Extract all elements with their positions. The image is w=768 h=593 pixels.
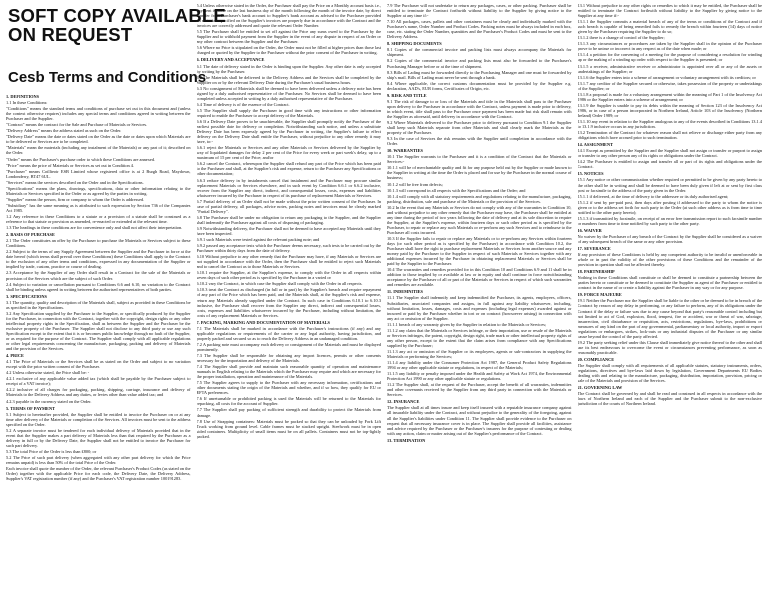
section-heading: 9. RISK AND TITLE <box>387 92 427 98</box>
column-1 <box>6 3 191 590</box>
clause-text: 5.4 Unless otherwise stated in the Order, the Purchaser shall pay the Price on a Monthly account basis i.e., payment is made on the last business day of the month following the month of the invoice date, by direct transfer from Purchaser's bank account to Supplier's bank account as advised to the Purchaser provided all materials specified on the Supplier's invoices are properly due in accordance with the Contract and the invoices are correctly addressed and quote the relevant Order Number. <box>196 3 381 29</box>
clause-text: 2.4 Subject to variation or cancellation pursuant to Conditions 6.6 and 6.10, no variation to the Contract shall be binding unless agreed in writing between the authorised representatives of both parties. <box>6 281 191 292</box>
clause-text: The Contract shall be governed by and shall be read and construed in all respects in accordance with the laws of Northern Ireland and each of the Supplier and the Purchaser submit to the non-exclusive jurisdiction of the courts of Northern Ireland. <box>577 391 762 407</box>
clause-text: 13.1.7 any creditor of the Supplier secured or otherwise, takes possession of the property or undertakings of the Supplier; or <box>577 80 762 91</box>
clause-text: 6.10.2 vary the Contract, in which case the Supplier shall comply with the Order in all respects. <box>196 281 363 287</box>
clause-text: 7.4 The Supplier shall provide and maintain such reasonable quantity of operation and maintenance manuals in English relating to the Materials which the Purchaser may require and which are necessary for the proper installation, operation and maintenance of the Materials. <box>196 364 381 380</box>
clause-text: The Supplier shall comply with all requirements of all applicable statutes, statutory instruments, orders, regulations, directives and bye-laws laid down by legislation, Government Departments EU Bodies dealing with and relating to the manufacture, packaging, distribution, importation, provision, pricing or sale of the Materials and provision of the Services. <box>577 363 762 384</box>
section-heading: 19. FORCE MAJEURE <box>577 292 622 298</box>
clause-text: 6.5 The Supplier shall supply the Purchaser in good time with any instructions or other information required to enable the Purchaser to accept delivery of the Materials. <box>196 107 381 118</box>
column-2 <box>197 3 382 590</box>
document-subtitle: Cesb Terms and Conditions <box>8 69 207 86</box>
clause-text: 3.1 The quantity, quality and description of the Materials shall, subject as provided in these Conditions be as specified in the Specifications. <box>6 299 191 310</box>
clause-text: If any provision of these Conditions is held by any competent authority to be invalid or unenforceable in whole or in part the validity of the other provisions of these Conditions and the remainder of the provision in question shall not be affected thereby. <box>577 252 762 268</box>
clause-text: 13.1.4 a petition for the convening of a meeting for the purpose of considering a resolution for winding up or the making of a winding up order with respect to the Supplier is presented; or <box>577 52 762 63</box>
column-4 <box>578 3 763 590</box>
section-heading: 7. PACKING, MARKING AND DOCUMENTATION OF MATERIALS <box>196 319 330 325</box>
clause-text: 11.2 The Supplier shall, at the request of the Purchaser, accept the benefit of all warranties, indemnities and other covenants received by the Supplier from any third party in connection with the Materials or Services. <box>387 382 572 398</box>
clause-text: 13.1.9 the Supplier is unable to pay its debts within the meaning of Section 123 of the Insolvency Act 1986, or in case of a person incorporated in Northern Ireland, Article 103 of the Insolvency (Northern Ireland) Order 1989; or <box>577 102 762 118</box>
clause-text: "Purchaser" means Coillteoir ESB Limited whose registered office is at 2 Burgh Road, Maydown, Londonderry, BT47 6UL. <box>6 168 191 179</box>
clause-text: "Contract" means the contract for the Sale and Purchase of Materials or Services. <box>6 122 148 128</box>
clause-text: 4.2.1 exclusive of any applicable value added tax (which shall be payable by the Purchaser subject to receipt of a VAT invoice); <box>6 376 191 387</box>
clause-text: 4.1 The Price of Materials or the Services shall be as stated on the Order and subject to no variation except with the prior written consent of the Purchaser. <box>6 359 191 370</box>
clause-text: 11.1 The Supplier shall indemnify and keep indemnified the Purchaser, its agents, employees, officers, Subsidiaries, associated companies and assigns, in full against any liability whatsoever, including, without limitation, losses, damages, costs and expenses (including legal expenses) awarded against or incurred or paid by the Purchaser whether in tort or on contract (howsoever arising) in connection with any act or omission of the Supplier. <box>387 295 572 321</box>
clause-text: 7.5 The Supplier agrees to supply to the Purchaser with any necessary information, certifications and other documents stating the origin of the Materials and whether, and if so how, they qualify for EU or EFTA preferences. <box>196 380 381 396</box>
clause-text: 5.2 The Price of such part delivery (when aggregated with any other part delivery for which the Price remains unpaid) is less than 50% of the total Price of the Order. <box>6 455 191 466</box>
clause-text: 6.6 If a Delivery Date proves to be unachievable, the Supplier shall promptly notify the Purchaser of the earliest possible date for delivery or completion. Notwithstanding such notice, and unless a substitute Delivery Date has been expressly agreed by the Purchaser in writing, the Supplier's failure to effect delivery on the Delivery Date shall entitle the Purchaser, without prejudice to any other remedy it may have, to:- <box>196 118 381 145</box>
clause-text: 3.2 Any Specification supplied by the Purchaser to the Supplier, or specifically produced by the Supplier for the Purchaser, in connection with the Contract, together with the copyright, design rights or any other intellectual property rights in the Specification, shall as between the Supplier and the Purchaser be the exclusive property of the Purchaser. The Supplier shall not disclose to any third party or use any such Specification except to the extent that it is or becomes public knowledge through no fault of the Supplier, or as required for the purpose of the Contract. The Supplier shall comply with all applicable regulations or other legal requirements concerning the manufacture, packaging, packing and delivery of Materials and the provision of the Services. <box>6 310 191 352</box>
clause-text: 13.1.6 the Supplier enters into a scheme of arrangement or voluntary arrangement with its creditors; or <box>577 74 756 80</box>
clause-text: 5.3 The total Price of the Order is less than £800; or <box>6 448 97 454</box>
clause-text: "Supplier" means the person, firm or company to whom the Order is addressed. <box>6 196 145 202</box>
section-heading: 2. BASIS OF PURCHASE <box>6 232 55 238</box>
clause-text: 15.1.3 if transmitted by facsimile, on receipt of an error free transmission report to such facsimile number or numbers from time to time notified by such party to the other party. <box>577 215 762 226</box>
clause-text: 15.1.2 if sent by pre-paid post, then days after posting if addressed to the party to whom the notice is given or to the address set forth for such party in the Order (at such other address as is from time to time notified to the other party hereto); <box>577 199 762 215</box>
clause-text: 7.8 Use of Strapping containers: Materials must be packed so that they can be unloaded by Fork Lift Truck working from ground level. Cable frames must be stacked upright. Steelwork must be in open sided containers. Multiplicity of small items must be on all pallets. Containers must not be top-lightly packed. <box>196 418 381 439</box>
clause-text: 6.7 Partial delivery of an Order shall not be made without the prior written consent of the Purchaser. In case of partial delivery, all packages, advice notes, packing notes and invoices must be clearly marked "Partial Delivery". <box>196 198 381 214</box>
clause-text: 6.10.3 treat the Contract as discharged (in full or in part) by the Supplier's breach and require repayment of any part of the Price which has been paid, and the Materials shall, at the Supplier's risk and expense, return any Materials already supplied under the Contract. In such case in Conditions 6.10.1 to 6.10.3 inclusive, the Purchaser shall recover from the Supplier any direct, indirect and consequential losses, costs, expenses and liabilities whatsoever incurred by the Purchaser, including without limitation, the costs of any replacement Materials or Services. <box>196 287 381 318</box>
clause-text: 1.2 Any reference in these Conditions to a statute or a provision of a statute shall be construed as a reference to that statute or provision as amended, re-enacted or extended at the relevant time. <box>6 213 191 225</box>
title-line-1: SOFT COPY AVAILABLE <box>8 5 226 26</box>
section-heading: 4. PRICE <box>6 353 24 359</box>
clause-text: 4.2.2 inclusive of all charges for packaging, packing, shipping, carriage, insurance and delivery of Materials to the Delivery Address and any duties, or levies other than value added tax; and <box>6 387 191 398</box>
clause-text: 8.4 Where applicable, the correct customs documentation must be provided by the Supplier e.g. declaration, AAD's, EUR forms, Certificates of Origin, etc. <box>387 80 572 91</box>
clause-text: No waiver by the Purchaser of any breach of the Contract by the Supplier shall be considered as a waiver of any subsequent breach of the same or any other provision. <box>577 233 762 244</box>
clause-text: 7.1 The Materials shall be marked in accordance with the Purchaser's instructions (if any) and any applicable regulations or requirements of the carrier or any legal authority, having jurisdiction, and properly packed and secured so as to reach the Delivery Address in an undamaged condition. <box>196 325 381 341</box>
clause-text: 19.2 The party seeking relief under this Clause shall immediately give notice thereof to the other and shall use its best endeavours to overcome the event or circumstances preventing performance, as soon as reasonably practicable. <box>577 339 762 355</box>
section-heading: 15. NOTICES <box>577 171 604 177</box>
clause-text: 4.2.3 payable in the currency stated on the Order. <box>6 398 92 404</box>
clause-text: Nothing in these Conditions shall constitute or shall be deemed to constitute a partnership between the parties hereto or constitute or be deemed to constitute the Supplier as agent of the Purchaser or entitled to contract in the name of or create a liability against the Purchaser in any way or for any purpose. <box>577 275 762 291</box>
clause-text: 7.7 The Supplier shall pay packing of sufficient strength and durability to protect the Materials from damage. <box>196 407 381 418</box>
clause-text: 14.2 The Purchaser is entitled to assign and transfer all or part of its rights and obligations under the Contract. <box>577 159 762 170</box>
clause-text: 5.5 The Purchaser shall be entitled to set off against the Price any sums owed to the Purchaser by the Supplier and to withhold payment from the Supplier in the event of any dispute in respect of an Order or any other contract between the Supplier and the Purchaser. <box>196 29 381 45</box>
clause-text: 11.1.4 any liability under the Consumer Protection Act 1987, the General Product Safety Regulations 1994 or any other applicable statute or regulations, in respect of the Materials; <box>387 360 572 371</box>
clause-text: 11.1.3 any act or omission of the Supplier or its employees, agents or sub-contractors in supplying the Materials or performing the Services; <box>387 348 572 359</box>
clause-text: 10.1 The Supplier warrants to the Purchaser and it is a condition of the Contract that the Materials or Services:- <box>387 154 572 165</box>
section-heading: 17. SEVERANCE <box>577 246 611 252</box>
clause-text: 19.1 Neither the Purchaser nor the Supplier shall be liable to the other or be deemed to be in breach of the Contract by reason of any delay in performing, or any failure to perform, any of its obligations under the Contract if the delay or failure was due to any cause beyond that party's reasonable control including but not limited to act of God, explosion, flood, tempest, fire or accident, war or threat of war, sabotage, insurrection, civil disturbance or requisition, acts, restrictions, regulations, bye-laws, prohibitions or measures of any kind on the part of any governmental, parliamentary or local authority, import or export regulations or embargoes, strikes, lock-outs or any industrial disputes of the Purchaser or any similar cause beyond the control of the party affected. <box>577 298 762 339</box>
clause-text: 6.2 The Materials shall be delivered to the Delivery Address and the Services shall be completed by the Supplier on or by the relevant Delivery Date during the Purchaser's usual business hours. <box>196 74 381 85</box>
clause-text: 8.2 Copies of the commercial invoice and packing lists must also be forwarded to the Purchaser's Purchasing Manager before or at the time of shipment. <box>387 58 572 69</box>
clause-text: 13.2 Termination of the Contract for whatever reason shall not relieve or discharge either party from any obligations which have accrued prior to such termination. <box>577 130 762 141</box>
clause-text: "Order" means the Purchaser's purchase order to which these Conditions are annexed. <box>6 156 156 162</box>
clause-text: 13.1.8 a proposal is made for a voluntary arrangement within the meaning of Part 1 of the Insolvency Act 1986 or the Supplier enters into a scheme of arrangement; or <box>577 91 762 102</box>
section-heading: 8. SHIPPING DOCUMENTS <box>387 41 442 47</box>
clause-text: 6.6.3 reduce delivery in by instalments cancel that instalment and the Purchaser may procure similar replacement Materials or Services elsewhere, and in such event by Condition 6.6.1 or 6.6.2 inclusive, recover from the Supplier any direct, indirect, and consequential losses, costs, expenses and liabilities whatsoever incurred by the Purchaser in respect of its purchase of replacement Materials or Services. <box>196 177 381 198</box>
clause-text: 2.2 Subject to the terms of any Supply Agreement between the Supplier and the Purchaser in force at the date hereof (which terms shall prevail over these Conditions) these Conditions shall apply to the Contract to the exclusion of any other terms and conditions, expressed in any documentation of the Supplier or implied by trade, custom, practice or course of dealing. <box>6 249 191 270</box>
clause-text: "Delivery Address" means the address stated as such on the Order. <box>6 128 122 134</box>
clause-text: 6.10 Without prejudice to any other remedy that the Purchaser may have, if any Materials or Services are not supplied in accordance with the Order, then the Purchaser shall be entitled to reject such Materials and to cancel the Contract as to those Materials or Services. <box>196 254 381 270</box>
clause-text: 15.1.1 if delivered, at the time of delivery to the addressee or its duly authorised agent; <box>577 193 729 199</box>
clause-text: "Conditions" means the standard terms and conditions of purchase set out in this document and (unless the context otherwise requires) includes any special terms and conditions agreed in writing between the Purchaser and the Supplier. <box>6 106 191 122</box>
clause-text: "Specifications" means the plans, drawings, specifications, data or other information relating to the Materials or Services specified in the Order or as agreed by the parties in writing. <box>6 185 191 196</box>
clause-text: "Subsidiary" has the same meaning as is attributed to such expression by Section 736 of the Companies Act 1985. <box>6 202 191 213</box>
clause-text: "Delivery Date" means the date or dates stated on the Order as the date or dates upon which Materials are to be delivered or Services are to be completed. <box>6 134 191 145</box>
clause-text: 13.1.3 any circumstances or procedures are taken by the Supplier shall in the opinion of the Purchaser prove to be untrue or incorrect in any respect as of the date when made; or <box>577 41 762 52</box>
clause-text: 11.1.2 any claim that the Materials or Services infringe, or their importation, use or resale of the Materials or Services infringes, the patent, copyright, design right, trade mark or other intellectual property rights of any other person, except to the extent that the claim arises from compliance with any Specifications supplied by the Purchaser; <box>387 327 572 348</box>
section-heading: 20. COMPLIANCE <box>577 356 615 362</box>
clause-text: 7.6 If unreturnable or prohibited packing is used the Materials will be returned to the Materials for repacking, all costs for the account of Supplier. <box>196 396 381 407</box>
clause-text: Each invoice shall quote the number of the Order, the relevant Purchaser's Product Codes (as stated on the Order) together with the applicable Price for each code, the Delivery Date, the Delivery Address, Supplier's VAT registration number (if any) and the Purchaser's VAT registration number 100191283. <box>6 466 191 482</box>
clause-text: 6.9.2 passed any acceptance tests which the Purchaser deems necessary, such tests to be carried out by the Purchaser within thirty days from the date of delivery. <box>196 243 381 254</box>
clause-text: 10.2 In the event that any Materials or Services do not comply with any of the warranties in Condition 10, and without prejudice to any other remedy that the Purchaser may have, the Purchaser shall be entitled at any time during the period of two years following the date of delivery and at its sole discretion to require the Supplier, at the Supplier's expense, within fourteen days or such other period as is specified by the Purchaser, to repair or replace any such Materials or re-perform any such Services and to reimburse to the Purchaser all costs incurred. <box>387 204 572 235</box>
clause-text: The Supplier shall at all times insure and keep itself insured with a reputable insurance company against all insurable liability under the Contract, and without prejudice to the generality of the foregoing, against all the Supplier's liabilities under Condition 11. The Supplier shall provide evidence to the Purchaser on request that all necessary insurance cover is in place. The Supplier shall provide all facilities, assistance and advice required by the Purchaser or the Purchaser's insurers for the purpose of contesting or dealing with any action, claim or matter arising out of the Supplier's performance of the Contract. <box>387 405 572 436</box>
section-heading: 18. PARTNERSHIP <box>577 269 615 275</box>
section-heading: 16. WAIVER <box>577 227 602 233</box>
clause-text: 14.1 Except as permitted by the Supplier and the Supplier shall not assign or transfer or purport to assign or transfer to any other person any of its rights or obligations under the Contract. <box>577 148 762 159</box>
section-heading: 6. DELIVERY AND ACCEPTANCE <box>196 57 265 63</box>
clause-text: 9.2 Where Materials delivered to the Purchaser prior to delivery pursuant to Condition 9.1 the Supplier shall keep such Materials separate from other Materials and shall clearly mark the Materials as the property of the Purchaser. <box>387 119 572 136</box>
clause-text: 6.3 No consignment of Materials shall be deemed to have been delivered unless a delivery note has been signed by a duly authorised representative of the Purchaser. No Services shall be deemed to have been completed unless accepted in writing by a duly authorised representative of the Purchaser. <box>196 85 381 101</box>
section-heading: 12. INSURANCE <box>387 399 420 405</box>
clause-text: 1.1 In these Conditions: <box>6 100 48 106</box>
clause-text: "Price" means the price of Materials or Services as set out in Condition 4. <box>6 162 135 168</box>
section-heading: 11. INDEMNITIES <box>387 289 423 295</box>
section-heading: 1. DEFINITIONS <box>6 94 40 99</box>
clause-text: 6.6.2 cancel the Contract, whereupon the Supplier shall refund any part of the Price which has been paid to the Purchaser and shall, at the Supplier's risk and expense, return to the Purchaser any Specifications or other documentation; <box>196 161 381 177</box>
clause-text: 6.1 The date of delivery stated in the Order is binding upon the Supplier. Any other date is only accepted by writing by the Purchaser. <box>196 63 381 74</box>
clause-text: 6.6.1 reject the Materials or Services and any other Materials or Services delivered by the Supplier by way of liquidated damages for delay 2 per cent of the Price for every week or part week's delay, up to a maximum of 15 per cent of the Price; and/or <box>196 145 381 161</box>
clause-text: 13.1.5 a receiver, administrative receiver or administrator is appointed over all or any of the assets or undertakings of the Supplier; or <box>577 63 762 74</box>
clause-text: 10.1.3 will correspond in all respects with the Specifications and the Order; and <box>387 187 526 193</box>
clause-text: 6.9 Notwithstanding delivery, the Purchaser shall not be deemed to have accepted any Materials until they have been inspected. <box>196 225 381 236</box>
section-heading: 5. TERMS OF PAYMENT <box>6 405 55 411</box>
clause-text: 8.3 Bills of Lading must be forwarded directly to the Purchasing Manager and one must be forwarded by ship's mail. Bills of Lading must never be sent through a bank. <box>387 69 572 80</box>
section-heading: 10. WARRANTIES <box>387 148 423 154</box>
clause-text: 10.1.2 will be free from defects; <box>387 181 443 187</box>
section-heading: 14. ASSIGNMENT <box>577 142 613 148</box>
clause-text: 9.3 In the case of Services the risk remains with the Supplier until completion in accordance with the Order. <box>387 136 572 147</box>
clause-text: 7.9 The Purchaser will not undertake to return any packages, cases, or other packing. Purchaser shall be entitled to terminate the Contract forthwith without liability to the Supplier by giving notice to the Supplier at any time if:- <box>387 3 572 19</box>
clause-text: 10.4 The warranties and remedies provided for in this Condition 10 and Conditions 6.9 and 11 shall be in addition to those implied by or available at law or in equity and shall continue in force notwithstanding acceptance by the Purchaser of all or part of the Materials or Services in respect of which such warranties and remedies are available. <box>387 267 572 288</box>
section-heading: 3. SPECIFICATIONS <box>6 293 47 299</box>
clause-text: 11.1.5 any liability or penalty imposed under the Health and Safety at Work Act 1974, the Environmental Protection Act 1990 or any other applicable statute or regulations. <box>387 371 572 382</box>
title-line-2: ON REQUEST <box>8 24 133 45</box>
clause-text: 1.3 The headings in these conditions are for convenience only and shall not affect their interpretation. <box>6 225 183 231</box>
section-heading: 21. GOVERNING LAW <box>577 385 623 391</box>
terms-columns <box>6 3 762 590</box>
clause-text: 13.1.10 any event in relation to the Supplier analogous to any of the events described in Conditions 13.1.4 to 13.1.9 inclusive occurs in any jurisdiction. <box>577 118 762 130</box>
clause-text: 9.1 The risk of damage to or loss of the Materials and title in the Materials shall pass to the Purchaser upon delivery to the Purchaser in accordance with the Contract, unless payment is made prior to delivery, in which event, title shall pass to the Purchaser once payment has been made but risk shall remain with the Supplier as aforesaid, until delivery in accordance with the Contract. <box>387 98 572 119</box>
clause-text: 7.2 A packing note must accompany each delivery or consignment of the Materials and must be displayed prominently. <box>196 341 381 352</box>
clause-text: "Services" means the services described on the Order and in the Specifications. <box>6 179 144 185</box>
clause-text: 4.2 Unless otherwise stated, the Price shall be: - <box>6 370 90 376</box>
clause-text: 10.1.1 will be of merchantable quality and fit for any purpose held out by the Supplier or made known to the Supplier in writing at the time the Order is placed and for use by the Purchaser in the normal course of business; <box>387 165 572 181</box>
clause-text: 8.1 Copies of the commercial invoice and packing lists must always accompany the Materials for shipment. <box>387 47 572 58</box>
clause-text: 2.3 Acceptance by the Supplier of any Order shall result in a Contract for the sale of the Materials or provision of the Services which are the subject of such Order. <box>6 270 191 281</box>
clause-text: 13.1 Without prejudice to any other rights or remedies to which it may be entitled, the Purchaser shall be entitled to terminate the Contract forthwith without liability to the Supplier by giving notice to the Supplier at any time if:- <box>577 3 762 19</box>
clause-text: 5.6 Where no Price is stipulated on the Order, the Order must not be filled at higher prices than those last charged or quoted by the Supplier to the Purchaser without the prior consent of the Purchaser in writing. <box>196 45 381 56</box>
clause-text: 6.8 The Purchaser shall be under no obligation to return any packaging to the Supplier, and the Supplier shall indemnify the Purchaser against all costs of disposing of packaging. <box>196 214 381 225</box>
column-3 <box>387 3 572 590</box>
section-heading: 13. TERMINATION <box>387 437 426 443</box>
clause-text: 10.1.4 will comply with all statutory requirements and regulations relating to the manufacture, packaging, packing, distribution, sale and purchase of the Materials or the provision of the Services. <box>387 193 572 204</box>
clause-text: "Materials" mean the materials (including any instalment of the Materials) or any part of it; described on the Order. <box>6 145 191 156</box>
clause-text: 13.1.1 the Supplier commits a material breach of any of the terms or conditions of the Contract and if such breach is capable of being remedied fails to remedy the breach within fourteen (14) days of notice given by the Purchaser requiring the Supplier to do so; <box>577 19 762 35</box>
clause-text: 6.4 Time of delivery is of the essence of the Contract. <box>196 101 290 107</box>
clause-text: 5.1 Subject to hereinafter provided, the Supplier shall be entitled to invoice the Purchaser on or at any time after delivery of the Materials or completion of the Services. All invoices must be sent to the address specified on the Order. <box>6 411 191 427</box>
clause-text: 13.1.2 there is a change of control of the Supplier; <box>577 35 665 41</box>
clause-text: 5.2 A separate invoice must be tendered for each individual delivery of Materials provided that in the event that the Supplier makes a part delivery of Materials less than that required by the Purchaser as a delivery in full or by the Delivery Date, the Supplier shall not be entitled to invoice the Purchaser for such part delivery. <box>6 427 191 448</box>
clause-text: 15.1 Any notice or other communication whether required or permitted to be given by any party hereto to the other shall be in writing and shall be deemed to have been duly given if left at or sent by first class post or facsimile to the address of the party given in the Order. <box>577 177 762 193</box>
clause-text: 11.1.1 breach of any warranty given by the Supplier in relation to the Materials or Services; <box>387 321 547 327</box>
clause-text: 6.10.1 require the Supplier, at the Supplier's expense, to comply with the Order in all respects within seven days of such other period as is specified by the Purchaser in a varied or <box>196 270 381 281</box>
clause-text: 10.3 If the Supplier fails to repair or replace any Materials or to re-perform any Services within fourteen days (or such other period as is specified by the Purchaser) in accordance with Condition 10.2, the Purchaser shall have the right to purchase replacement Materials or Services from another source and any money paid by the Purchaser to the Supplier in respect of such Materials or Services together with any additional expenses incurred by the Purchaser in obtaining replacement Materials or Services shall be paid by the Supplier to the Purchaser. <box>387 235 572 267</box>
clause-text: 7.3 The Supplier shall be responsible for obtaining any import licences, permits or other consents necessary for the importation and delivery of the Materials. <box>196 353 381 364</box>
clause-text: 7.10 All packages, cases, pallets and other containers must be clearly and individually marked with the Purchaser's name, Order Number and Product Codes. Packing notes must be always included in each box, case, etc. stating the Order Number, quantities and the Purchaser's Product Codes and must be sent to the Delivery Address. <box>387 19 572 40</box>
clause-text: 6.9.1 such Materials were tested against the relevant packing note; and <box>196 237 320 243</box>
clause-text: 2.1 The Order constitutes an offer by the Purchaser to purchase the Materials or Services subject to these Conditions. <box>6 238 191 249</box>
